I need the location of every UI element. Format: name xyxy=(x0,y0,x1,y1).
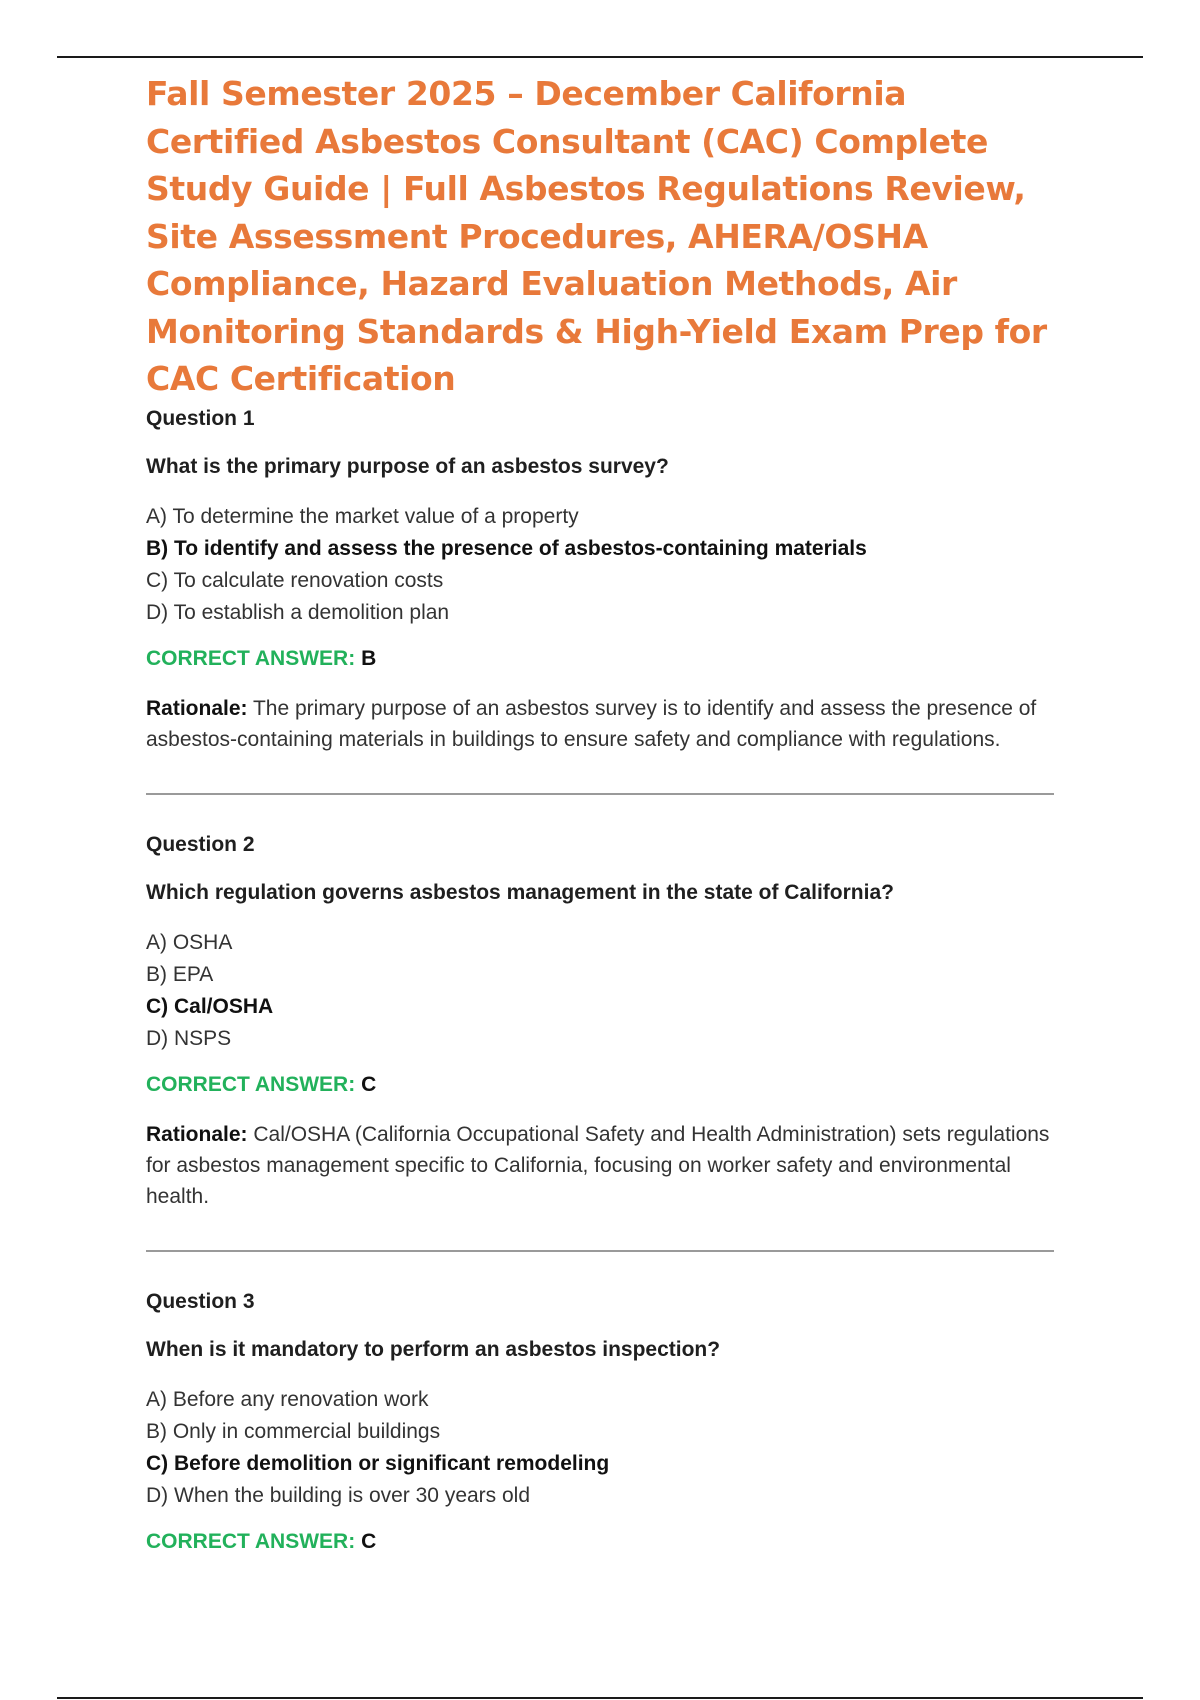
document-body xyxy=(146,70,1066,1576)
option-c: C) To calculate renovation costs xyxy=(146,568,444,592)
rationale-text: Cal/OSHA (California Occupational Safety and Health Administration) sets regulations for asbestos management specific to California, focusing on worker safety and environmental health. xyxy=(146,1122,1050,1208)
top-rule xyxy=(57,56,1143,58)
option-list xyxy=(146,927,1066,1055)
correct-answer xyxy=(146,1528,1066,1556)
question-label: Question 3 xyxy=(146,1289,255,1313)
question-label: Question 1 xyxy=(146,406,255,430)
rationale xyxy=(146,693,1066,755)
correct-answer xyxy=(146,1071,1066,1099)
option-list xyxy=(146,1384,1066,1512)
option-d: D) When the building is over 30 years old xyxy=(146,1483,531,1507)
option-b: B) Only in commercial buildings xyxy=(146,1419,441,1443)
correct-answer-value: B xyxy=(361,646,377,670)
option-b: B) To identify and assess the presence of asbestos-containing materials xyxy=(146,536,867,560)
rationale xyxy=(146,1119,1066,1212)
question-3 xyxy=(146,1288,1066,1556)
option-b: B) EPA xyxy=(146,962,214,986)
option-a: A) To determine the market value of a property xyxy=(146,504,579,528)
section-divider xyxy=(146,1250,1054,1252)
correct-answer-label: CORRECT ANSWER: xyxy=(146,1529,356,1553)
question-label: Question 2 xyxy=(146,832,255,856)
correct-answer xyxy=(146,645,1066,673)
option-d: D) To establish a demolition plan xyxy=(146,600,450,624)
rationale-label: Rationale: xyxy=(146,696,248,720)
option-c: C) Before demolition or significant remodeling xyxy=(146,1451,610,1475)
option-c: C) Cal/OSHA xyxy=(146,994,274,1018)
document-title: Fall Semester 2025 – December California Certified Asbestos Consultant (CAC) Complete Study Guide | Full Asbestos Regulations Review, Site Assessment Procedures, AHERA/OSHA Compliance, Hazard Evaluation Methods, Air Monitoring Standards & High-Yield Exam Prep for CAC Certification xyxy=(146,74,1047,398)
question-1 xyxy=(146,405,1066,755)
question-2 xyxy=(146,831,1066,1212)
question-text: What is the primary purpose of an asbestos survey? xyxy=(146,454,669,478)
question-text: Which regulation governs asbestos management in the state of California? xyxy=(146,880,894,904)
correct-answer-label: CORRECT ANSWER: xyxy=(146,1072,356,1096)
correct-answer-value: C xyxy=(361,1072,377,1096)
bottom-rule xyxy=(57,1697,1143,1699)
option-d: D) NSPS xyxy=(146,1026,232,1050)
rationale-label: Rationale: xyxy=(146,1122,248,1146)
correct-answer-label: CORRECT ANSWER: xyxy=(146,646,356,670)
correct-answer-value: C xyxy=(361,1529,377,1553)
section-divider xyxy=(146,793,1054,795)
option-a: A) OSHA xyxy=(146,930,233,954)
question-text: When is it mandatory to perform an asbestos inspection? xyxy=(146,1337,721,1361)
option-list xyxy=(146,501,1066,629)
option-a: A) Before any renovation work xyxy=(146,1387,429,1411)
rationale-text: The primary purpose of an asbestos survey is to identify and assess the presence of asbestos-containing materials in buildings to ensure safety and compliance with regulations. xyxy=(146,696,1037,751)
